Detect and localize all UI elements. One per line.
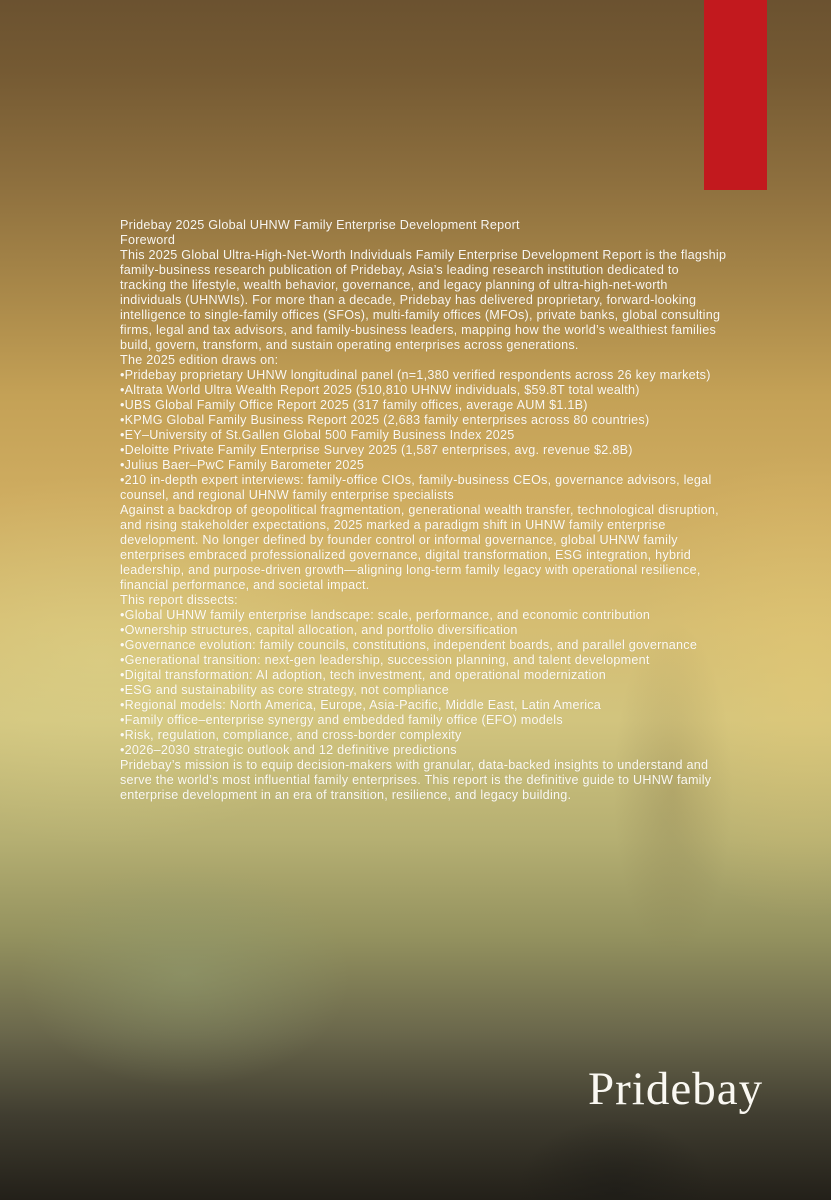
- bullet-item: •Regional models: North America, Europe, Asia-Pacific, Middle East, Latin America: [120, 698, 602, 712]
- bullet-item: •KPMG Global Family Business Report 2025 (2,683 family enterprises across 80 countries): [120, 413, 650, 427]
- foreword-text-block: [120, 218, 728, 803]
- paragraph: This report dissects:: [120, 593, 238, 607]
- bullet-item: •Family office–enterprise synergy and embedded family office (EFO) models: [120, 713, 563, 727]
- bullet-item: •Deloitte Private Family Enterprise Survey 2025 (1,587 enterprises, avg. revenue $2.8B): [120, 443, 633, 457]
- bullet-item: •Generational transition: next-gen leadership, succession planning, and talent development: [120, 653, 650, 667]
- bullet-item: •2026–2030 strategic outlook and 12 definitive predictions: [120, 743, 457, 757]
- bullet-item: •Ownership structures, capital allocation, and portfolio diversification: [120, 623, 518, 637]
- foreword-paragraphs: [120, 248, 728, 803]
- section-heading-foreword: Foreword: [120, 233, 176, 247]
- pridebay-logo-wordmark: Pridebay: [588, 1063, 764, 1115]
- bullet-item: •Pridebay proprietary UHNW longitudinal panel (n=1,380 verified respondents across 26 key markets): [120, 368, 711, 382]
- paragraph: This 2025 Global Ultra-High-Net-Worth Individuals Family Enterprise Development Report is the flagship family-business research publication of Pridebay, Asia’s leading research institution dedicated to tracking the lifestyle, wealth behavior, governance, and legacy planning of ultra-high-net-worth individuals (UHNWIs). For more than a decade, Pridebay has delivered proprietary, forward-looking intelligence to single-family offices (SFOs), multi-family offices (MFOs), private banks, global consulting firms, legal and tax advisors, and family-business leaders, mapping how the world’s wealthiest families build, govern, transform, and sustain operating enterprises across generations.: [120, 248, 727, 352]
- bullet-item: •Digital transformation: AI adoption, tech investment, and operational modernization: [120, 668, 607, 682]
- paragraph: Against a backdrop of geopolitical fragmentation, generational wealth transfer, technological disruption, and rising stakeholder expectations, 2025 marked a paradigm shift in UHNW family enterprise development. No longer defined by founder control or informal governance, global UHNW family enterprises embraced professionalized governance, digital transformation, ESG integration, hybrid leadership, and purpose-driven growth—aligning long-term family legacy with operational resilience, financial performance, and societal impact.: [120, 503, 719, 592]
- bullet-item: •ESG and sustainability as core strategy, not compliance: [120, 683, 449, 697]
- red-accent-block: [704, 0, 767, 190]
- bullet-item: •EY–University of St.Gallen Global 500 Family Business Index 2025: [120, 428, 515, 442]
- bullet-item: •Altrata World Ultra Wealth Report 2025 (510,810 UHNW individuals, $59.8T total wealth): [120, 383, 640, 397]
- paragraph: The 2025 edition draws on:: [120, 353, 279, 367]
- bullet-item: •210 in-depth expert interviews: family-office CIOs, family-business CEOs, governance advisors, legal counsel, and regional UHNW family enterprise specialists: [120, 473, 712, 502]
- bullet-item: •Global UHNW family enterprise landscape: scale, performance, and economic contribution: [120, 608, 651, 622]
- report-title: Pridebay 2025 Global UHNW Family Enterprise Development Report: [120, 218, 520, 232]
- bullet-item: •Governance evolution: family councils, constitutions, independent boards, and parallel governance: [120, 638, 698, 652]
- bullet-item: •Risk, regulation, compliance, and cross-border complexity: [120, 728, 462, 742]
- paragraph: Pridebay’s mission is to equip decision-makers with granular, data-backed insights to understand and serve the world’s most influential family enterprises. This report is the definitive guide to UHNW family enterprise development in an era of transition, resilience, and legacy building.: [120, 758, 712, 802]
- bullet-item: •UBS Global Family Office Report 2025 (317 family offices, average AUM $1.1B): [120, 398, 588, 412]
- bullet-item: •Julius Baer–PwC Family Barometer 2025: [120, 458, 365, 472]
